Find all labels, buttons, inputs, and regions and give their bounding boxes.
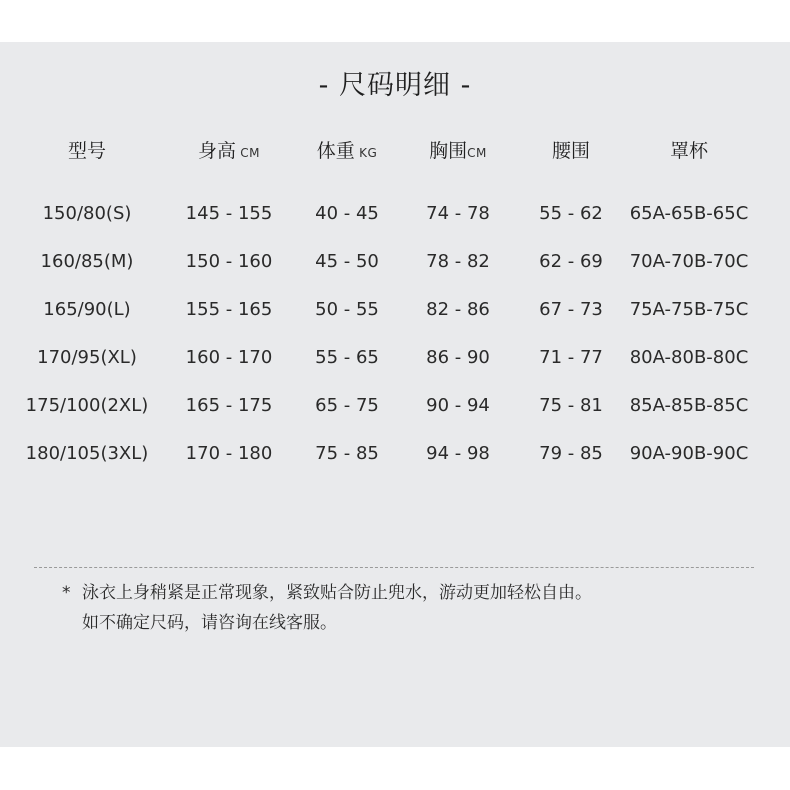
- cell-height: 155 - 165: [185, 298, 273, 320]
- cell-height: 150 - 160: [185, 250, 273, 272]
- dashed-divider: [34, 567, 754, 568]
- cell-cup: 75A-75B-75C: [629, 298, 749, 320]
- header-weight: 体重 KG: [316, 139, 378, 162]
- cell-weight: 65 - 75: [315, 394, 379, 416]
- table-row: [24, 333, 766, 381]
- header-cup: 罩杯: [669, 139, 708, 162]
- cell-cup: 85A-85B-85C: [629, 394, 749, 416]
- header-height: 身高 CM: [197, 139, 261, 162]
- page-title: - 尺码明细 -: [318, 70, 472, 101]
- table-row: [24, 189, 766, 237]
- cell-height: 165 - 175: [185, 394, 273, 416]
- note-line-2: 如不确定尺码，请咨询在线客服。: [82, 613, 337, 633]
- unit-kg: KG: [354, 145, 378, 160]
- cell-cup: 80A-80B-80C: [629, 346, 749, 368]
- table-row: [24, 429, 766, 477]
- cell-weight: 50 - 55: [315, 298, 379, 320]
- cell-chest: 94 - 98: [426, 442, 490, 464]
- header-waist: 腰围: [551, 139, 590, 162]
- cell-weight: 40 - 45: [315, 202, 379, 224]
- cell-waist: 79 - 85: [539, 442, 603, 464]
- table-header-row: [24, 128, 766, 170]
- cell-chest: 78 - 82: [426, 250, 490, 272]
- unit-cm: CM: [235, 145, 261, 160]
- cell-height: 160 - 170: [185, 346, 273, 368]
- cell-waist: 62 - 69: [539, 250, 603, 272]
- table-row: [24, 381, 766, 429]
- cell-chest: 86 - 90: [426, 346, 490, 368]
- cell-height: 145 - 155: [185, 202, 273, 224]
- cell-cup: 70A-70B-70C: [629, 250, 749, 272]
- cell-chest: 90 - 94: [426, 394, 490, 416]
- cell-weight: 45 - 50: [315, 250, 379, 272]
- cell-height: 170 - 180: [185, 442, 273, 464]
- cell-cup: 65A-65B-65C: [629, 202, 749, 224]
- cell-weight: 75 - 85: [315, 442, 379, 464]
- header-model: 型号: [67, 139, 106, 162]
- table-row: [24, 237, 766, 285]
- cell-waist: 75 - 81: [539, 394, 603, 416]
- cell-waist: 71 - 77: [539, 346, 603, 368]
- unit-cm: CM: [467, 145, 487, 160]
- cell-model: 175/100(2XL): [25, 394, 149, 416]
- size-table: [24, 128, 766, 477]
- cell-chest: 82 - 86: [426, 298, 490, 320]
- cell-model: 165/90(L): [43, 298, 131, 320]
- note-line-1: * 泳衣上身稍紧是正常现象，紧致贴合防止兜水，游动更加轻松自由。: [62, 578, 762, 608]
- cell-weight: 55 - 65: [315, 346, 379, 368]
- cell-waist: 67 - 73: [539, 298, 603, 320]
- cell-model: 170/95(XL): [37, 346, 137, 368]
- cell-cup: 90A-90B-90C: [629, 442, 749, 464]
- cell-model: 180/105(3XL): [25, 442, 149, 464]
- cell-model: 160/85(M): [40, 250, 134, 272]
- table-row: [24, 285, 766, 333]
- header-chest: 胸围CM: [429, 139, 487, 162]
- cell-waist: 55 - 62: [539, 202, 603, 224]
- cell-model: 150/80(S): [42, 202, 132, 224]
- cell-chest: 74 - 78: [426, 202, 490, 224]
- asterisk-marker: *: [62, 583, 71, 603]
- fit-note: [62, 578, 762, 638]
